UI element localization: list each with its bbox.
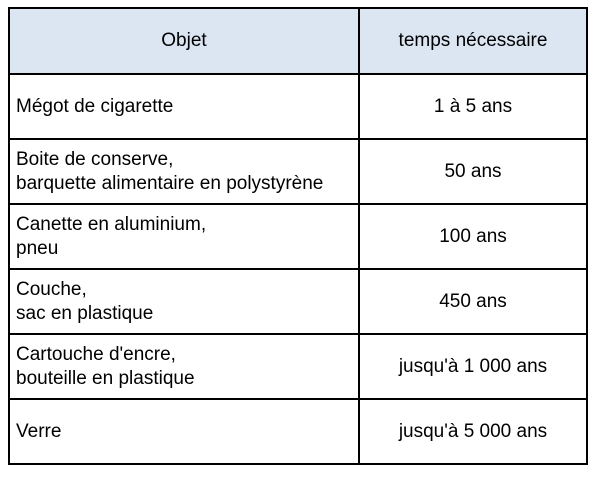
header-object: Objet <box>9 8 359 74</box>
object-line: Couche, <box>16 278 87 300</box>
object-line: sac en plastique <box>16 302 154 324</box>
table-row <box>9 139 587 204</box>
object-line: bouteille en plastique <box>16 367 195 389</box>
object-line: pneu <box>16 237 59 259</box>
table-row <box>9 399 587 464</box>
time-cell: 50 ans <box>359 139 587 204</box>
header-row <box>9 8 587 74</box>
object-line: Canette en aluminium, <box>16 213 207 235</box>
time-cell: 1 à 5 ans <box>359 74 587 139</box>
time-cell: jusqu'à 1 000 ans <box>359 334 587 399</box>
decomposition-table <box>8 7 588 465</box>
object-cell <box>9 139 359 204</box>
table-row <box>9 204 587 269</box>
object-line: Mégot de cigarette <box>16 95 174 117</box>
table-row <box>9 334 587 399</box>
time-cell: 100 ans <box>359 204 587 269</box>
table-row <box>9 269 587 334</box>
header-time-needed: temps nécessaire <box>359 8 587 74</box>
object-cell <box>9 74 359 139</box>
object-line: barquette alimentaire en polystyrène <box>16 172 324 194</box>
object-cell <box>9 334 359 399</box>
object-line: Verre <box>16 420 62 442</box>
object-cell <box>9 269 359 334</box>
object-line: Cartouche d'encre, <box>16 343 176 365</box>
object-line: Boite de conserve, <box>16 148 174 170</box>
time-cell: jusqu'à 5 000 ans <box>359 399 587 464</box>
time-cell: 450 ans <box>359 269 587 334</box>
object-cell <box>9 399 359 464</box>
table-row <box>9 74 587 139</box>
object-cell <box>9 204 359 269</box>
